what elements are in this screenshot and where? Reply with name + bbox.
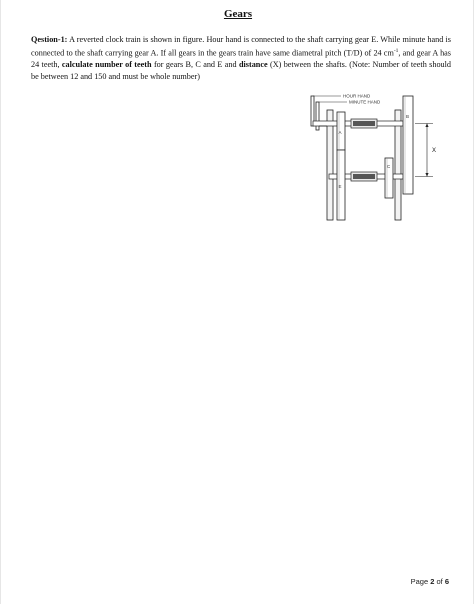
gear-b	[403, 96, 413, 194]
footer-prefix: Page	[410, 577, 431, 586]
dim-arrow-top	[425, 124, 428, 128]
gear-train-diagram	[299, 88, 449, 228]
lower-bearing-core	[353, 174, 375, 179]
gear-label-e: E	[338, 184, 342, 189]
footer-of: of	[434, 577, 445, 586]
gear-label-c: C	[387, 164, 391, 169]
page-footer	[411, 577, 449, 586]
question-bold-distance: distance	[238, 60, 268, 70]
question-text-3: for gears B, C and E and	[151, 60, 239, 70]
dim-arrow-bottom	[425, 173, 428, 177]
dimension-label-x: X	[432, 148, 437, 154]
minute-hand-label: MINUTE HAND	[349, 99, 381, 105]
page-title: Gears	[223, 8, 253, 20]
right-frame-plate	[395, 110, 401, 220]
gear-label-a: A	[338, 130, 342, 135]
footer-page-number: 2	[430, 577, 435, 586]
question-label: Qestion-1:	[31, 35, 68, 44]
footer-page-total: 6	[444, 577, 449, 586]
hour-hand-label: HOUR HAND	[343, 93, 371, 99]
question-text-4: (X) between the shafts. (Note: Number of teeth should be between 12 and 150 and must be whole number)	[31, 60, 451, 82]
gear-label-b: B	[406, 114, 410, 119]
question-text-2: , and gear A has 24 teeth,	[31, 48, 451, 70]
question-text-1: A reverted clock train is shown in figure. Hour hand is connected to the shaft carrying gear E. While minute hand is connected to the shaft carrying gear A. If all gears in the gears train have same diametral pitch (T/D) of 24 cm	[31, 35, 451, 58]
question-bold-teeth: calculate number of teeth	[61, 60, 152, 70]
left-frame-plate	[327, 110, 333, 220]
question-paragraph	[31, 34, 451, 83]
question-superscript: -1	[393, 47, 399, 54]
upper-bearing-core	[353, 121, 375, 126]
clock-train-figure	[299, 88, 449, 228]
